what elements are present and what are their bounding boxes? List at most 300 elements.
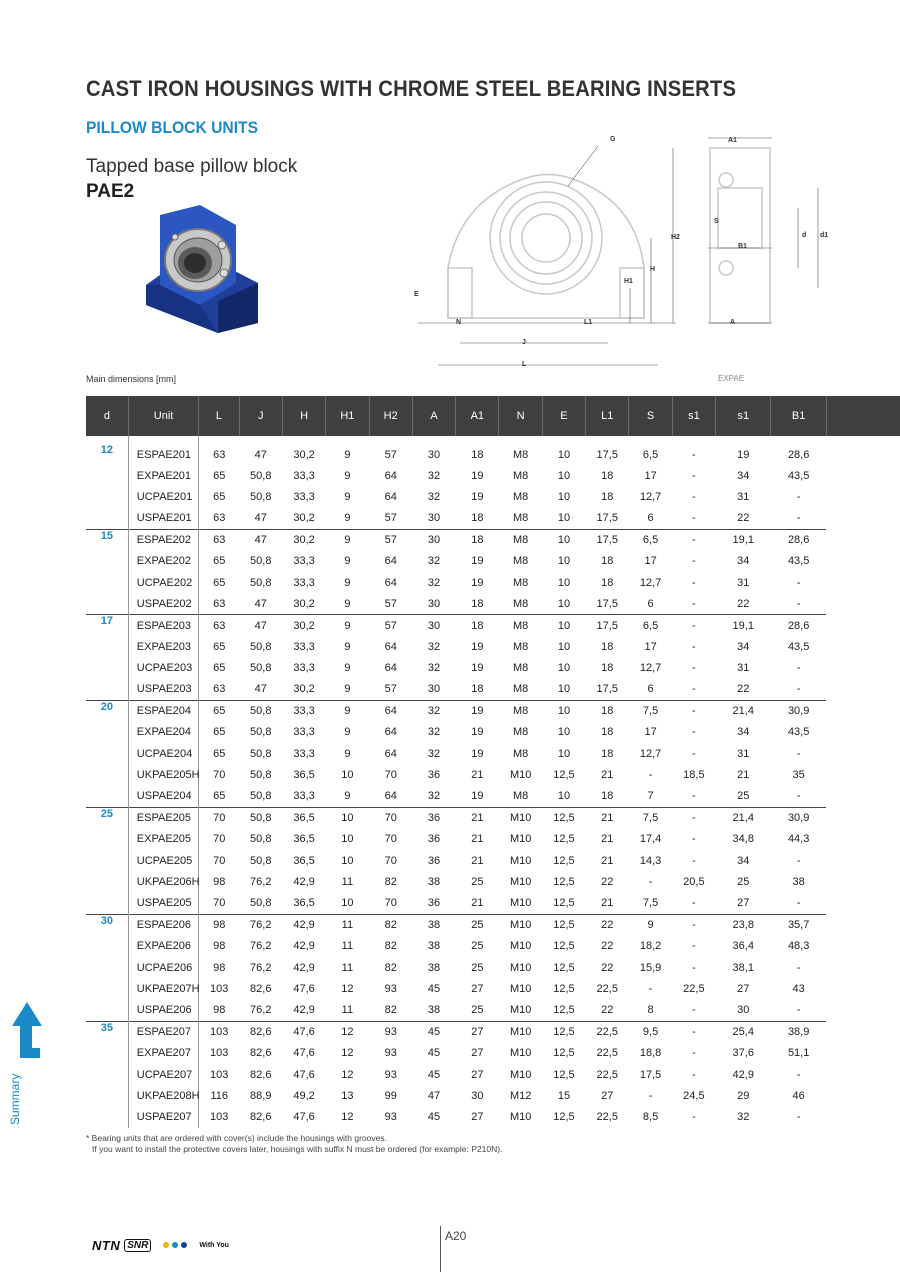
bore-diameter: 35 [86, 1021, 128, 1042]
dimension-cell: 51,1 [787, 1047, 810, 1060]
dimension-cell: 116 [199, 1085, 239, 1106]
dimension-cell: 19 [471, 747, 484, 760]
dimension-cell: - [796, 597, 801, 610]
dimension-cell: 47 [239, 529, 282, 550]
dimension-cell: 70 [384, 769, 397, 782]
dimension-cell: 9 [344, 512, 351, 525]
dimension-cell: 27 [471, 1068, 484, 1081]
dimension-cell: 27 [737, 897, 750, 910]
bore-diameter: 12 [100, 444, 114, 456]
dimension-cell: 36,5 [293, 833, 315, 846]
dimension-cell: 17 [644, 640, 657, 653]
row-spacer [826, 850, 900, 871]
dimension-cell: 30 [427, 683, 441, 696]
dimension-cell: 28,6 [771, 615, 826, 636]
dimension-cell: 8 [647, 1004, 654, 1017]
bore-diameter-empty [86, 658, 128, 679]
dimension-cell: 12,5 [553, 769, 575, 782]
unit-code: ESPAE204 [128, 700, 199, 721]
dimension-cell: 30,9 [771, 700, 826, 721]
dimension-cell: 64 [384, 576, 397, 589]
dimension-cell: 32 [427, 576, 441, 589]
dimension-cell: M12 [509, 1090, 532, 1103]
column-header: B1 [771, 396, 826, 436]
column-header: H1 [326, 396, 369, 436]
dimension-cell: 25 [737, 876, 750, 889]
table-row [86, 893, 900, 914]
table-row [86, 850, 900, 871]
dimension-cell: 82,6 [250, 983, 272, 996]
table-row [86, 679, 900, 700]
dimension-cell: 98 [199, 957, 239, 978]
tagline: With You [199, 1241, 229, 1249]
dimension-cell: 14,3 [639, 854, 662, 867]
dimension-cell: M8 [513, 683, 529, 696]
dimension-cell: 64 [384, 662, 397, 675]
label-d1: d1 [820, 232, 829, 239]
dimension-cell: 15,9 [639, 961, 662, 974]
column-header: L1 [586, 396, 629, 436]
dimension-cell: 50,8 [250, 491, 272, 504]
dimension-cell: 98 [199, 914, 239, 935]
dimension-cell: 17,5 [586, 615, 629, 636]
dimension-cell: 30,2 [293, 683, 315, 696]
dimension-cell: - [692, 961, 696, 974]
dimension-cell: 50,8 [250, 897, 272, 910]
dimension-cell: 36,4 [732, 940, 754, 953]
dimension-cell: 22,5 [596, 1047, 618, 1060]
dimension-cell: 18 [601, 576, 614, 589]
dimension-cell: 12,5 [553, 833, 575, 846]
dimension-cell: 50,8 [250, 469, 272, 482]
dimension-cell: M10 [499, 807, 542, 828]
dimension-cell: 88,9 [250, 1090, 272, 1103]
dimension-cell: 93 [384, 1111, 397, 1124]
dimension-cell: 12,5 [553, 961, 575, 974]
dimension-cell: 12,5 [553, 1004, 575, 1017]
dimension-cell: M10 [499, 1021, 542, 1042]
dimension-cell: 33,3 [293, 726, 315, 739]
dimension-cell: 20,5 [683, 876, 705, 889]
dimension-cell: 25 [471, 940, 484, 953]
dimension-cell: 12,7 [639, 576, 662, 589]
bore-diameter: 15 [86, 529, 128, 550]
dimension-cell: 10 [542, 615, 585, 636]
dimension-cell: 82,6 [250, 1111, 272, 1124]
dimension-cell: - [692, 833, 696, 846]
table-row [86, 1064, 900, 1085]
dimension-cell: 37,6 [732, 1047, 754, 1060]
dimension-cell: 19,1 [716, 615, 771, 636]
dimension-cell: 17,5 [596, 683, 618, 696]
dimension-cell: 57 [369, 615, 412, 636]
unit-code: USPAE203 [128, 679, 199, 700]
dimension-cell: 70 [199, 764, 239, 785]
dimension-cell: 12,5 [553, 876, 575, 889]
dimension-cell: 32 [427, 491, 441, 504]
dimension-cell: - [796, 897, 801, 910]
bore-diameter-empty [86, 679, 128, 700]
technical-drawing [408, 128, 838, 373]
dimension-cell: 25 [456, 914, 499, 935]
label-A: A [730, 319, 736, 326]
dimension-cell: - [692, 1068, 696, 1081]
dimension-cell: 64 [384, 747, 397, 760]
dimension-cell: 10 [557, 662, 571, 675]
dimension-cell: 12 [341, 983, 354, 996]
dimension-cell: 15 [557, 1090, 571, 1103]
bore-diameter-empty [86, 572, 128, 593]
label-J: J [522, 339, 526, 346]
dimension-cell: 103 [199, 978, 239, 999]
row-spacer [826, 893, 900, 914]
dimension-cell: 33,3 [293, 662, 315, 675]
dimension-cell: 10 [557, 597, 571, 610]
dimension-cell: 30 [412, 615, 455, 636]
dimension-cell: 32 [412, 700, 455, 721]
dimension-cell: - [648, 1090, 653, 1103]
dimension-cell: 12,5 [553, 983, 575, 996]
dimension-cell: 32 [427, 726, 441, 739]
dimension-cell: 10 [557, 555, 571, 568]
dimension-cell: - [796, 1004, 801, 1017]
label-L1: L1 [584, 319, 593, 326]
bore-diameter-empty [86, 786, 128, 807]
bore-diameter-empty [86, 743, 128, 764]
dimension-cell: 76,2 [239, 914, 282, 935]
row-spacer [826, 722, 900, 743]
dimension-cell: 50,8 [250, 662, 272, 675]
dimension-cell: 82,6 [239, 1021, 282, 1042]
unit-code: ESPAE202 [128, 529, 199, 550]
dimension-cell: 18 [601, 747, 614, 760]
dimension-cell: - [672, 914, 715, 935]
dimension-cell: 6 [647, 597, 654, 610]
dimension-cell: - [648, 876, 653, 889]
dimension-cell: M8 [513, 726, 529, 739]
dimension-cell: 32 [427, 747, 441, 760]
dimension-cell: 38 [427, 1004, 441, 1017]
dimension-cell: 32 [737, 1111, 750, 1124]
dimension-cell: 28,6 [787, 448, 810, 461]
dimension-cell: 65 [199, 636, 239, 657]
dimension-cell: 45 [427, 1047, 441, 1060]
dimension-cell: - [692, 512, 696, 525]
table-row [86, 700, 900, 721]
dimension-cell: 30,9 [771, 807, 826, 828]
dimension-cell: 10 [557, 790, 571, 803]
dimension-cell: 9 [344, 747, 351, 760]
dimension-cell: 9 [344, 683, 351, 696]
dimension-cell: 9 [344, 790, 351, 803]
dimension-cell: 76,2 [250, 961, 272, 974]
dimension-cell: 24,5 [683, 1090, 705, 1103]
dimension-cell: 22 [601, 876, 614, 889]
dimension-cell: 70 [369, 807, 412, 828]
dimension-cell: 12,7 [639, 747, 662, 760]
dimension-cell: 10 [557, 683, 571, 696]
column-header: s1 [716, 396, 771, 436]
dimension-cell: 65 [199, 786, 239, 807]
dimension-cell: 76,2 [250, 1004, 272, 1017]
footnote-line-2: If you want to install the protective covers later, housings with suffix N must be ordered (for example: P210N). [92, 1144, 503, 1154]
dimension-cell: 42,9 [293, 1004, 315, 1017]
dimension-cell: M8 [513, 576, 529, 589]
dimension-cell: 18 [601, 790, 614, 803]
dimension-cell: 82 [384, 961, 397, 974]
bore-diameter-empty [86, 829, 128, 850]
unit-code: UKPAE205H [128, 764, 199, 785]
dimension-cell: 12,7 [639, 662, 662, 675]
dimension-cell: 17,4 [639, 833, 662, 846]
unit-code: EXPAE205 [128, 829, 199, 850]
dimension-cell: 32 [427, 469, 441, 482]
dimension-cell: 98 [199, 871, 239, 892]
unit-code: EXPAE206 [128, 936, 199, 957]
dimension-cell: 65 [199, 722, 239, 743]
dimension-cell: 70 [199, 893, 239, 914]
dimension-cell: 10 [557, 576, 571, 589]
summary-arrow-icon[interactable] [10, 1002, 44, 1060]
dimension-cell: 47 [427, 1090, 441, 1103]
page-title: CAST IRON HOUSINGS WITH CHROME STEEL BEARING INSERTS [86, 76, 737, 101]
dimension-cell: 10 [557, 469, 571, 482]
bore-diameter: 17 [86, 615, 128, 636]
dimension-cell: 18 [456, 615, 499, 636]
dimension-cell: 18 [601, 662, 614, 675]
column-header: s1 [672, 396, 715, 436]
dimension-cell: 47,6 [293, 1111, 315, 1124]
dimension-cell: 9 [344, 640, 351, 653]
dimension-cell: 9 [326, 700, 369, 721]
row-spacer [826, 871, 900, 892]
dimension-cell: 18,8 [639, 1047, 662, 1060]
column-header: d [86, 396, 128, 436]
dimension-cell: 21 [601, 833, 614, 846]
label-N: N [456, 319, 462, 326]
table-caption: Main dimensions [mm] [86, 374, 177, 384]
dimension-cell: 32 [427, 662, 441, 675]
dimension-cell: 10 [326, 807, 369, 828]
label-L: L [522, 361, 527, 368]
bore-diameter-empty [86, 850, 128, 871]
dimension-cell: 19 [471, 576, 484, 589]
dimension-cell: 38 [427, 876, 441, 889]
label-A1: A1 [728, 137, 737, 144]
unit-code: UCPAE207 [128, 1064, 199, 1085]
unit-code: UCPAE206 [128, 957, 199, 978]
dimension-cell: 47,6 [293, 1068, 315, 1081]
dimension-cell: - [692, 469, 696, 482]
dimension-cell: 17 [644, 469, 657, 482]
column-header: J [239, 396, 282, 436]
dimension-cell: 30 [471, 1090, 484, 1103]
dimension-cell: 47 [254, 683, 267, 696]
dimension-cell: 25 [471, 961, 484, 974]
row-spacer [826, 1043, 900, 1064]
dimension-cell: M10 [509, 983, 532, 996]
dimension-cell: 21 [601, 769, 614, 782]
dimension-cell: 22 [737, 512, 750, 525]
unit-code: USPAE205 [128, 893, 199, 914]
dimension-cell: - [692, 747, 696, 760]
dimension-cell: 10 [557, 512, 571, 525]
column-header: Unit [128, 396, 199, 436]
bore-diameter-empty [86, 508, 128, 529]
table-row [86, 914, 900, 935]
footnote [86, 1133, 502, 1155]
dimension-cell: 47 [239, 615, 282, 636]
dimension-cell: - [796, 854, 801, 867]
dimension-cell: 22 [601, 1004, 614, 1017]
dimension-cell: 22,5 [596, 1068, 618, 1081]
brand-logos [92, 1236, 229, 1254]
dimension-cell: - [672, 615, 715, 636]
table-row [86, 829, 900, 850]
table-row [86, 436, 900, 465]
dimension-cell: 18 [601, 640, 614, 653]
dimension-cell: 50,8 [250, 854, 272, 867]
dimensions-table [86, 396, 900, 1128]
row-spacer [826, 486, 900, 507]
dimension-cell: 19 [456, 700, 499, 721]
dimension-cell: M8 [499, 700, 542, 721]
row-spacer [826, 436, 900, 465]
dimension-cell: 30 [427, 512, 441, 525]
table-row [86, 486, 900, 507]
bore-diameter: 30 [86, 914, 128, 935]
column-header: S [629, 396, 672, 436]
dimension-cell: 63 [199, 615, 239, 636]
dimension-cell: 30 [427, 448, 441, 461]
dimension-cell: M8 [513, 469, 529, 482]
dimension-cell: 76,2 [250, 876, 272, 889]
column-header: L [199, 396, 239, 436]
dimension-cell: 22 [586, 914, 629, 935]
dimension-cell: M8 [499, 615, 542, 636]
dimension-cell: 9 [629, 914, 672, 935]
dimension-cell: 36 [427, 854, 441, 867]
dimension-cell: 57 [384, 512, 397, 525]
dimension-cell: M8 [513, 790, 529, 803]
dimension-cell: 33,3 [293, 747, 315, 760]
dimension-cell: - [692, 640, 696, 653]
dimension-cell: 35,7 [771, 914, 826, 935]
dimension-cell: 65 [199, 700, 239, 721]
dimension-cell: 19 [471, 491, 484, 504]
dimension-cell: 10 [557, 726, 571, 739]
dimension-cell: 10 [542, 529, 585, 550]
dimension-cell: 70 [199, 807, 239, 828]
dimension-cell: 18 [601, 726, 614, 739]
unit-code: ESPAE207 [128, 1021, 199, 1042]
dimension-cell: 21 [471, 833, 484, 846]
row-spacer [826, 829, 900, 850]
dimension-cell: 12,5 [542, 914, 585, 935]
bore-diameter-empty [86, 1043, 128, 1064]
dimension-cell: 64 [384, 726, 397, 739]
dimension-cell: 9 [326, 529, 369, 550]
dimension-cell: 36 [427, 897, 441, 910]
table-row [86, 551, 900, 572]
dimension-cell: 45 [427, 1111, 441, 1124]
product-description: Tapped base pillow block [86, 156, 298, 177]
dimension-cell: - [692, 940, 696, 953]
unit-code: ESPAE206 [128, 914, 199, 935]
bore-diameter-empty [86, 1107, 128, 1128]
dimension-cell: 36,5 [293, 897, 315, 910]
label-G: G [610, 136, 616, 143]
dimension-cell: 38 [427, 940, 441, 953]
dimension-cell: 25 [471, 876, 484, 889]
dimension-cell: 36,5 [293, 854, 315, 867]
row-spacer [826, 1064, 900, 1085]
dimension-cell: 50,8 [250, 576, 272, 589]
dimension-cell: - [692, 597, 696, 610]
dimension-cell: - [692, 662, 696, 675]
summary-link[interactable]: Summary [8, 1073, 22, 1125]
column-header: N [499, 396, 542, 436]
dimension-cell: 10 [341, 897, 354, 910]
dimension-cell: 34 [737, 854, 750, 867]
dimension-cell: 70 [384, 854, 397, 867]
dimension-cell: 12,5 [553, 854, 575, 867]
bore-diameter-empty [86, 722, 128, 743]
dimension-cell: - [796, 747, 801, 760]
unit-code: EXPAE203 [128, 636, 199, 657]
dimension-cell: 22 [737, 683, 750, 696]
dimension-cell: 63 [199, 436, 239, 465]
row-spacer [826, 636, 900, 657]
dimension-cell: 11 [341, 1004, 354, 1017]
dimension-cell: 23,8 [716, 914, 771, 935]
row-spacer [826, 551, 900, 572]
table-row [86, 978, 900, 999]
table-row [86, 508, 900, 529]
dimension-cell: 17,5 [586, 529, 629, 550]
dimension-cell: 64 [369, 700, 412, 721]
dimension-cell: M10 [509, 876, 532, 889]
dimension-cell: 32 [427, 640, 441, 653]
dimension-cell: 18 [471, 448, 484, 461]
dimension-cell: - [796, 1068, 801, 1081]
unit-code: UCPAE204 [128, 743, 199, 764]
dimension-cell: 65 [199, 465, 239, 486]
dimension-cell: - [672, 529, 715, 550]
row-spacer [826, 593, 900, 614]
dimension-cell: 12,5 [553, 940, 575, 953]
dimension-cell: 31 [737, 491, 750, 504]
dimension-cell: 21 [471, 854, 484, 867]
unit-code: USPAE201 [128, 508, 199, 529]
dimension-cell: M8 [513, 747, 529, 760]
dimension-cell: 36 [427, 769, 441, 782]
unit-code: UKPAE207H [128, 978, 199, 999]
dimension-cell: 82,6 [250, 1068, 272, 1081]
dimension-cell: 12 [341, 1068, 354, 1081]
dimension-cell: - [796, 662, 801, 675]
dimension-cell: - [692, 1047, 696, 1060]
unit-code: USPAE204 [128, 786, 199, 807]
dimension-cell: 82 [384, 876, 397, 889]
dimension-cell: M8 [513, 448, 529, 461]
dimension-cell: M10 [509, 1047, 532, 1060]
dimension-cell: 64 [384, 555, 397, 568]
dimension-cell: 19 [471, 790, 484, 803]
dimension-cell: - [692, 1004, 696, 1017]
dimension-cell: M8 [513, 597, 529, 610]
dimension-cell: 63 [199, 508, 239, 529]
